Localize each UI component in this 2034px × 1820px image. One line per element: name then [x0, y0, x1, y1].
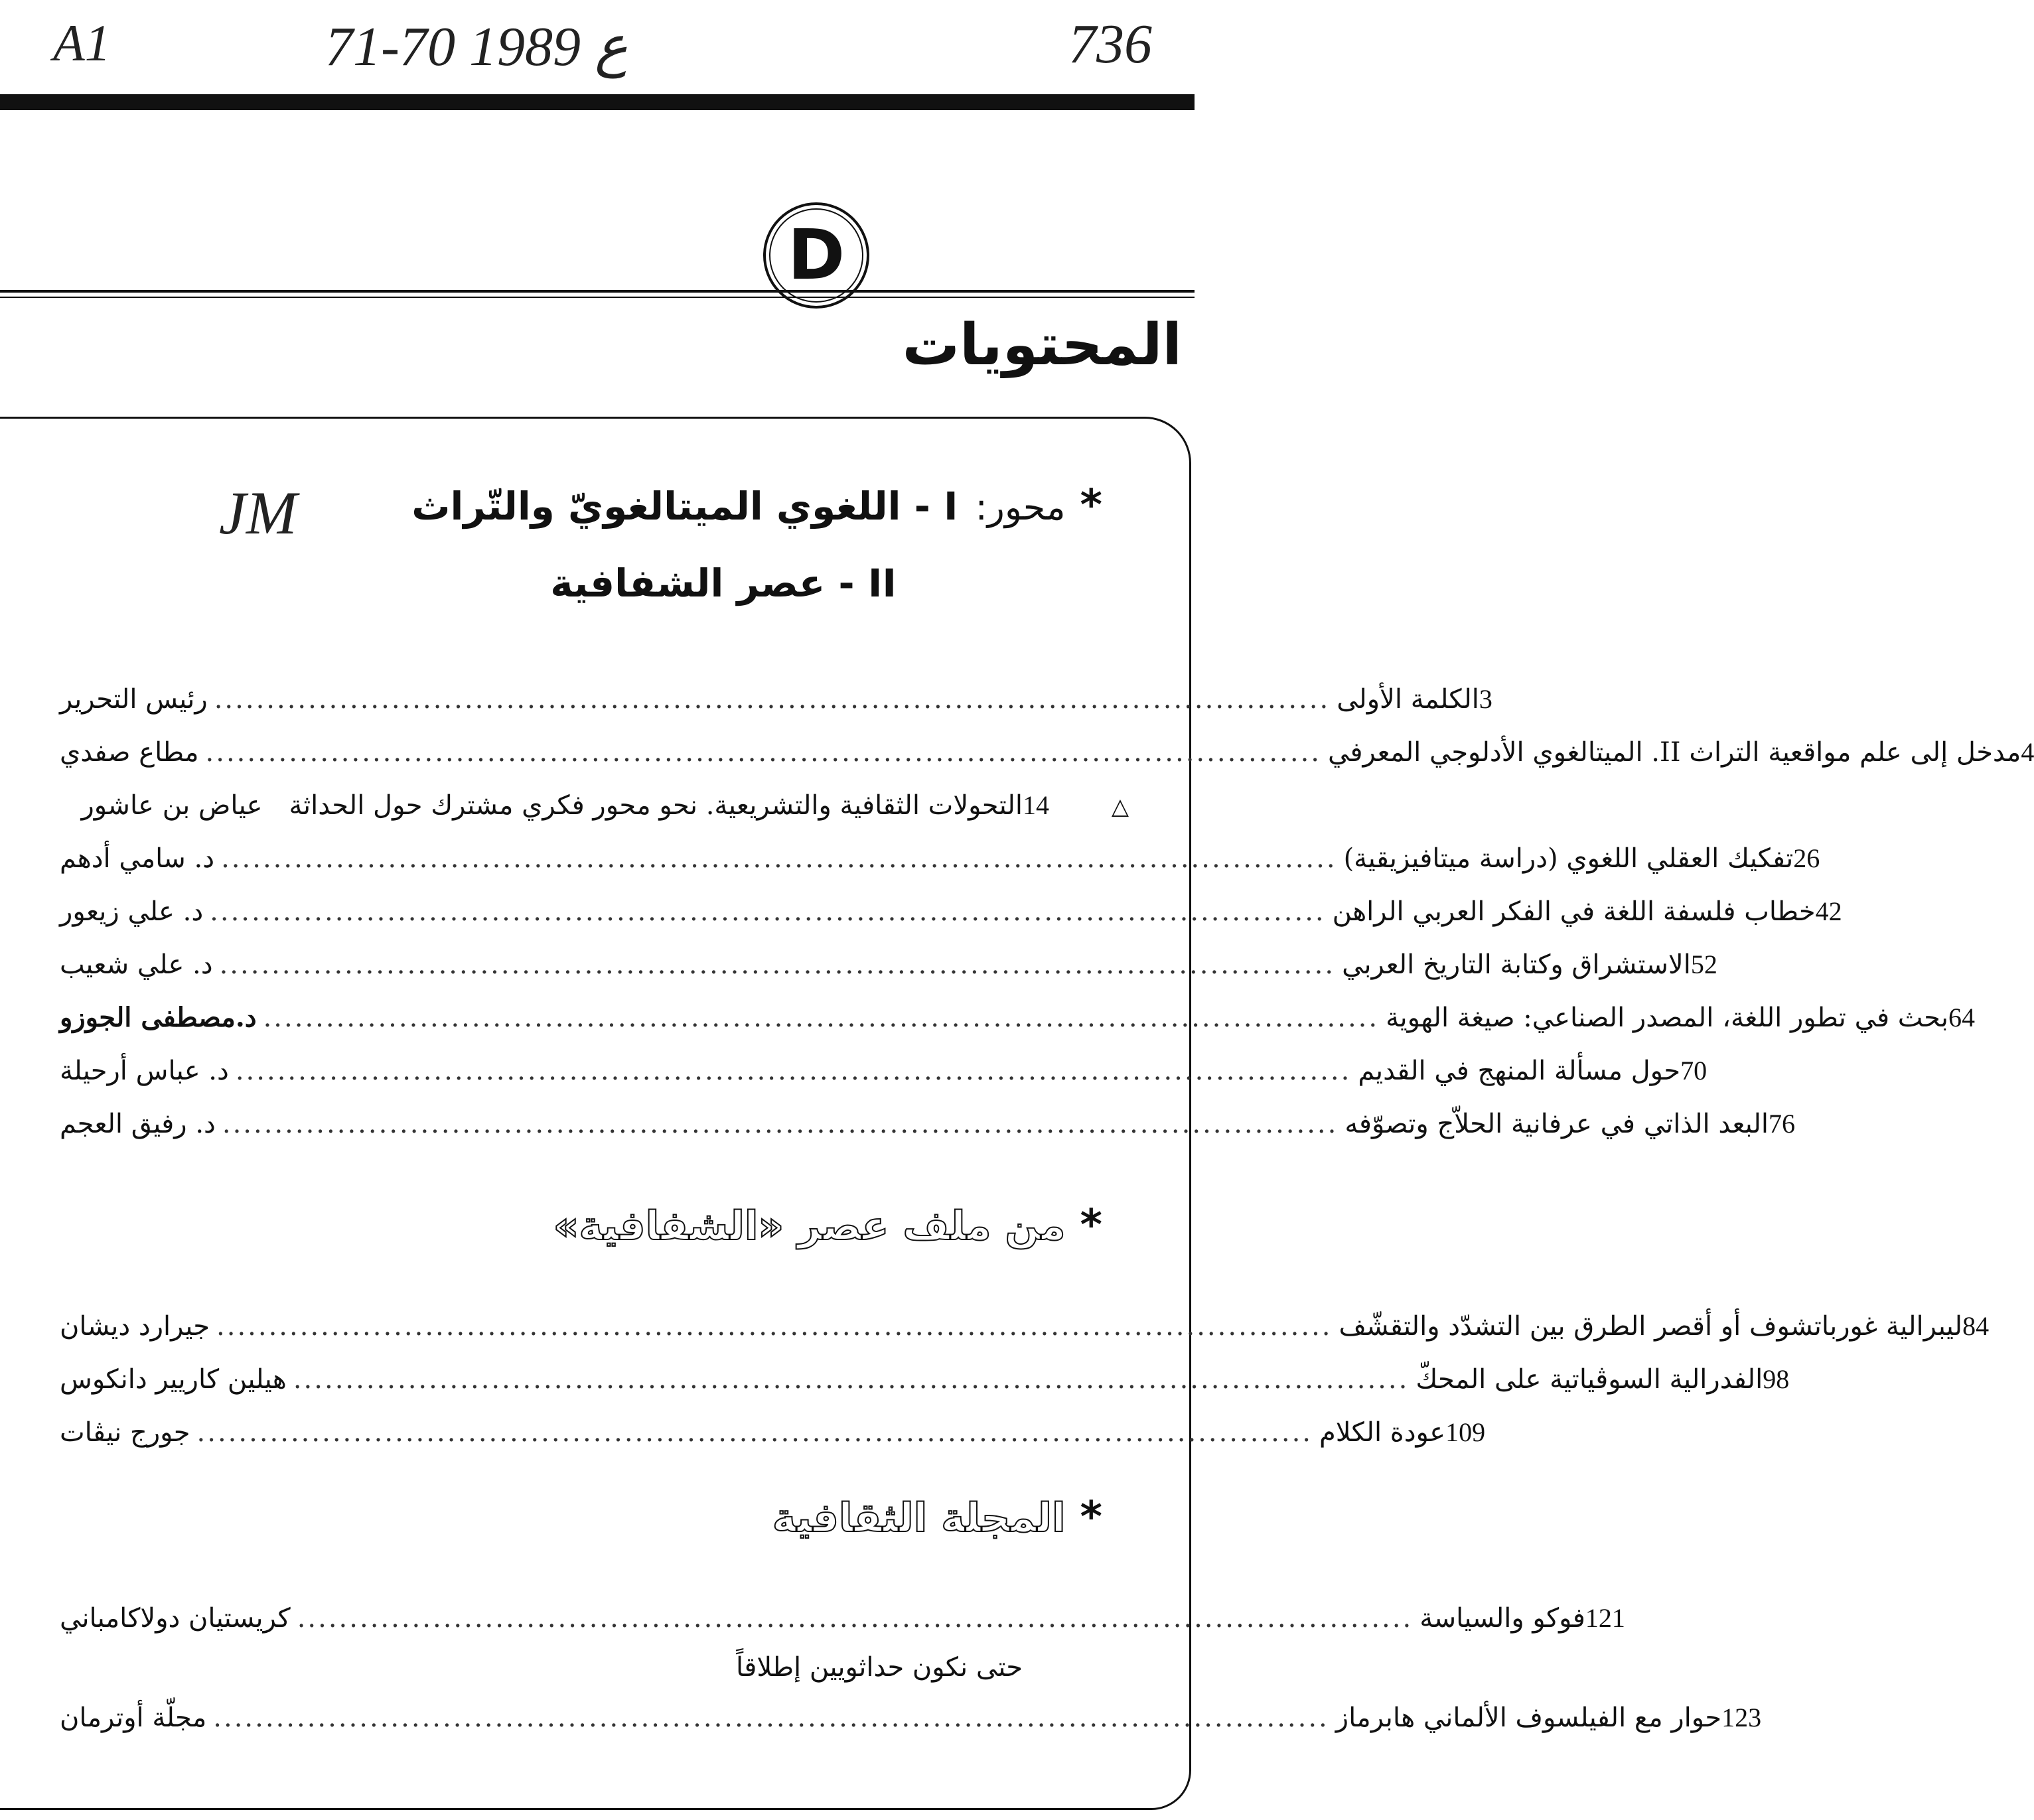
handwritten-shelfmark: A1 [53, 14, 111, 72]
toc-page-number: 42 [1815, 896, 1842, 926]
theme-label: محور: [975, 486, 1066, 528]
toc-entry[interactable]: الاستشراق وكتابة التاريخ العربي ........................................................................................................... د. علي شعيب 52 [60, 949, 1717, 980]
margin-note: JM [219, 479, 297, 547]
toc-page-number: 14 [1023, 790, 1049, 820]
toc-page-number: 123 [1721, 1703, 1762, 1732]
toc-entry[interactable]: تفكيك العقلي اللغوي (دراسة ميتافيزيقية) ........................................................................................................... د. سامي أدهم 26 [60, 843, 1820, 874]
toc-page-number: 121 [1585, 1603, 1625, 1633]
toc-entry[interactable]: حول مسألة المنهج في القديم ........................................................................................................... د. عباس أرحيلة 70 [60, 1056, 1707, 1086]
toc-page-number: 70 [1680, 1056, 1707, 1085]
toc-entry[interactable]: ليبرالية غورباتشوف أو أقصر الطرق بين التشدّد والتقشّف ........................................................................................................... جيرارد ديشان 84 [60, 1311, 1990, 1342]
toc-page-number: 76 [1769, 1109, 1796, 1139]
star-icon: * [1080, 1201, 1102, 1250]
handwritten-number: 736 [1068, 13, 1152, 75]
toc-entry[interactable]: البعد الذاتي في عرفانية الحلاّج وتصوّفه ........................................................................................................... د. رفيق العجم 76 [60, 1109, 1796, 1139]
theme-line-1 [411, 481, 1102, 530]
title-rule [0, 290, 1195, 298]
toc-page-number: 84 [1962, 1311, 1990, 1341]
page-title: المحتويات [902, 312, 1182, 378]
toc-entry[interactable]: التحولات الثقافية والتشريعية. نحو محور فكري مشترك حول الحداثة عياض بن عاشور 14 △ [81, 790, 1129, 821]
section-heading-shafafiya: *من ملف عصر «الشفافية» [553, 1201, 1102, 1250]
logo-letter: D [787, 214, 845, 295]
toc-entry-subtitle: حتى نكون حداثويين إطلاقاً [736, 1652, 1023, 1683]
toc-entry[interactable]: الكلمة الأولى ........................................................................................................... رئيس التحرير 3 [60, 684, 1492, 715]
toc-entry[interactable]: مدخل إلى علم مواقعية التراث II. الميتالغوي الأدلوجي المعرفي ........................................................................................................... مطاع صفدي 4 [60, 737, 2034, 768]
theme-title-1: I - اللغوي الميتالغويّ والتّراث [411, 484, 958, 529]
handwritten-issue-date: 71-70 ع 1989 [325, 16, 628, 78]
toc-page-number: 98 [1763, 1364, 1790, 1394]
toc-page-number: 52 [1690, 949, 1717, 979]
toc-page-number: 26 [1793, 843, 1820, 873]
star-icon: * [1080, 1493, 1102, 1542]
toc-page-number: 109 [1445, 1417, 1486, 1447]
toc-page-number: 4 [2021, 737, 2034, 767]
toc-entry[interactable]: بحث في تطور اللغة، المصدر الصناعي: صيغة الهوية ........................................................................................................... د.مصطفى الجوزو 64 [60, 1002, 1976, 1033]
toc-entry[interactable]: حوار مع الفيلسوف الألماني هابرماز ........................................................................................................... مجلّة أوترمان 123 [60, 1703, 1762, 1733]
toc-entry[interactable]: عودة الكلام ........................................................................................................... جورج نيڤات 109 [60, 1417, 1486, 1448]
toc-page-number: 64 [1948, 1003, 1976, 1032]
toc-entry[interactable]: الفدرالية السوڤياتية على المحكّ ........................................................................................................... هيلين كاريير دانكوس 98 [60, 1364, 1790, 1395]
toc-entry[interactable]: فوكو والسياسة ........................................................................................................... كريستيان دولاكامباني 121 [60, 1603, 1625, 1634]
triangle-mark-icon: △ [1111, 794, 1129, 820]
toc-entry[interactable]: خطاب فلسفة اللغة في الفكر العربي الراهن ........................................................................................................... د. علي زيعور 42 [60, 896, 1842, 927]
top-rule [0, 94, 1195, 110]
section-heading-cultural-magazine: *المجلة الثقافية [772, 1493, 1102, 1542]
theme-title-2: II - عصر الشفافية [550, 561, 897, 606]
theme-line-2 [550, 561, 897, 606]
star-icon: * [1080, 481, 1102, 530]
toc-page-number: 3 [1479, 684, 1492, 714]
